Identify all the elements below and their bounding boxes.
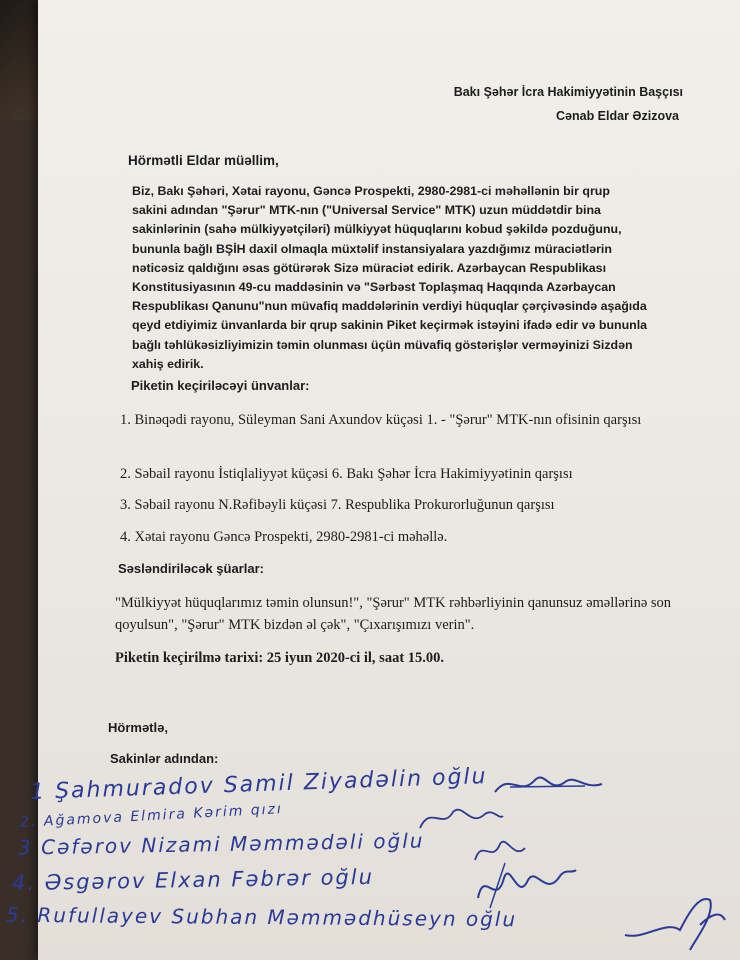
body-line: sakini adından "Şərur" MTK-nın ("Universal Service" MTK) uzun müddətdir bina (132, 203, 601, 218)
body-line: sakinlərinin (sahə mülkiyyətçiləri) mülkiyyət hüquqlarını kobud şəkildə pozduğunu, (132, 222, 622, 237)
body-line: bununla bağlı BŞİH daxil olmaqla müxtəlif instansiyalara yazdığımız müraciətlərin (132, 241, 612, 256)
recipient-line-1: Bakı Şəhər İcra Hakimiyyətinin Başçısı (453, 85, 683, 99)
body-paragraph (132, 182, 704, 374)
address-item: 1. Binəqədi rayonu, Süleyman Sani Axundov küçəsi 1. - "Şərur" MTK-nın ofisinin qarşısı (120, 412, 642, 428)
handwritten-line-1: 1 Şahmuradov Samil Ziyadəlin oğlu (29, 764, 488, 805)
address-item: 4. Xətai rayonu Gəncə Prospekti, 2980-2981-ci məhəllə. (120, 529, 448, 545)
handwritten-line-4: 4. Əsgərov Elxan Fəbrər oğlu (11, 864, 375, 896)
address-item: 3. Səbail rayonu N.Rəfibəyli küçəsi 7. Respublika Prokurorluğunun qarşısı (120, 497, 555, 513)
signature-mark-1 (490, 762, 610, 802)
body-line: bağlı təhlükəsizliyimizin təmin olunması üçün müvafiq göstərişlər verməyinizi Sizdən (132, 337, 633, 352)
body-line: Konstitusiyasının 49-cu maddəsinin və "Sərbəst Toplaşmaq Haqqında Azərbaycan (132, 280, 616, 295)
signature-mark-5 (620, 890, 730, 955)
recipient-line-2: Cənab Eldar Əzizova (556, 109, 679, 123)
handwritten-line-5: 5. Rufullayev Subhan Məmmədhüseyn oğlu (5, 902, 518, 932)
body-line: xahiş edirik. (132, 356, 204, 371)
handwritten-line-2: 2. Ağamova Elmira Kərim qızı (19, 801, 284, 831)
salutation: Hörmətli Eldar müəllim, (128, 153, 279, 168)
signatories-heading: Sakinlər adından: (110, 751, 219, 766)
closing: Hörmətlə, (108, 720, 168, 735)
body-line: Respublikası Qanunu"nun müvafiq maddələrinin verdiyi hüquqlar çərçivəsində aşağıda (132, 299, 647, 314)
addresses-heading: Piketin keçiriləcəyi ünvanlar: (131, 378, 310, 393)
address-item: 2. Səbail rayonu İstiqlaliyyət küçəsi 6. Bakı Şəhər İcra Hakimiyyətinin qarşısı (120, 466, 573, 482)
body-line: nəticəsiz qaldığını əsas götürərək Sizə müraciət edirik. Azərbaycan Respublikası (132, 260, 607, 275)
handwritten-line-3: 3 Cəfərov Nizami Məmmədəli oğlu (17, 828, 425, 860)
date-line: Piketin keçirilmə tarixi: 25 iyun 2020-ci il, saat 15.00. (115, 650, 445, 666)
signature-mark-4 (470, 858, 580, 913)
body-line: qeyd etdiyimiz ünvanlarda bir qrup sakinin Piket keçirmək istəyini ifadə edir və bununla (132, 318, 648, 333)
slogans-text: "Mülkiyyət hüquqlarımız təmin olunsun!", "Şərur" MTK rəhbərliyinin qanunsuz əməllərinə son qoyulsun", "Şərur" MTK bizdən əl çək", "Çıxarışımızı verin". (115, 595, 672, 633)
body-line: Biz, Bakı Şəhəri, Xətai rayonu, Gəncə Prospekti, 2980-2981-ci məhəllənin bir qrup (132, 184, 610, 198)
slogans-heading: Səsləndiriləcək şüarlar: (118, 561, 264, 576)
